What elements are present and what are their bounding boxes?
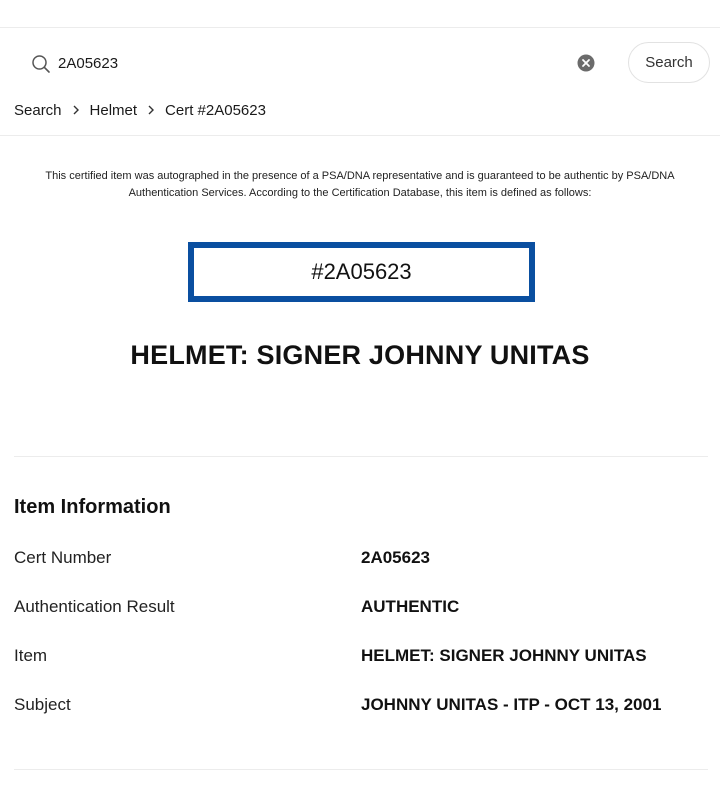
info-row-item <box>14 636 708 685</box>
breadcrumb <box>14 98 266 122</box>
chevron-right-icon <box>62 103 90 118</box>
info-label: Item <box>14 646 48 665</box>
breadcrumb-helmet[interactable]: Helmet <box>89 101 138 119</box>
info-value: 2A05623 <box>361 548 431 567</box>
info-row-subject <box>14 685 708 734</box>
authentication-disclaimer: This certified item was autographed in the presence of a PSA/DNA representative and is guaranteed to be authentic by PSA/DNA Authentication Services. According to the Certification Database, this item is defined as follows: <box>45 170 675 199</box>
divider <box>14 456 708 457</box>
search-icon <box>31 54 51 74</box>
info-value: AUTHENTIC <box>361 597 460 616</box>
clear-search-icon[interactable] <box>577 54 595 72</box>
search-input[interactable] <box>58 50 558 76</box>
chevron-right-icon <box>137 103 165 118</box>
cert-number-badge <box>188 242 535 302</box>
item-title: HELMET: SIGNER JOHNNY UNITAS <box>130 340 590 370</box>
divider <box>0 135 720 136</box>
item-information-table <box>14 538 708 734</box>
info-label: Subject <box>14 695 71 714</box>
item-information-heading: Item Information <box>14 496 171 518</box>
divider <box>14 769 708 770</box>
cert-number-display: #2A05623 <box>311 259 412 284</box>
search-bar <box>0 28 720 98</box>
breadcrumb-search[interactable]: Search <box>14 101 62 119</box>
info-label: Authentication Result <box>14 597 175 616</box>
info-value: JOHNNY UNITAS - ITP - OCT 13, 2001 <box>361 695 662 714</box>
search-button[interactable]: Search <box>628 42 710 83</box>
breadcrumb-cert: Cert #2A05623 <box>165 101 266 119</box>
info-row-authentication-result <box>14 587 708 636</box>
top-bar <box>0 0 720 28</box>
info-value: HELMET: SIGNER JOHNNY UNITAS <box>361 646 647 665</box>
info-label: Cert Number <box>14 548 112 567</box>
info-row-cert-number <box>14 538 708 587</box>
